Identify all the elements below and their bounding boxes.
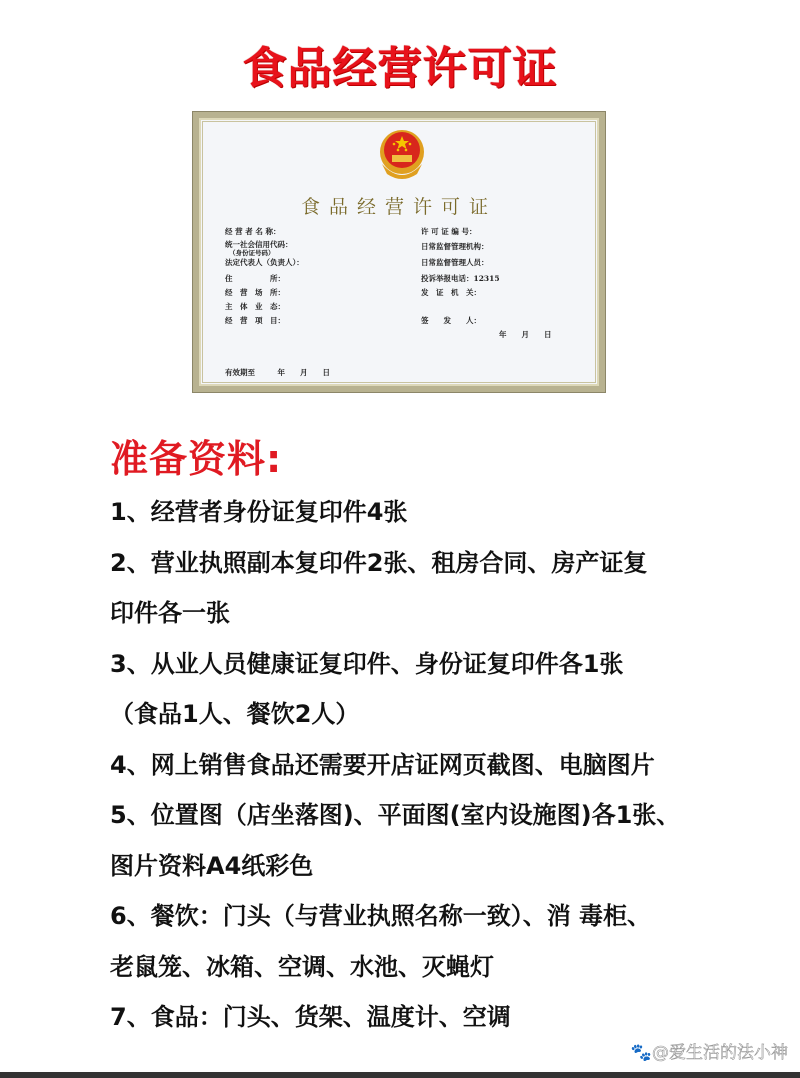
materials-list: [110, 487, 790, 1043]
field-label: 日常监督管理机构：: [421, 242, 489, 251]
list-item-text: 6、餐饮：门头（与营业执照名称一致）、消 毒柜、: [110, 902, 652, 930]
validity-date: 有效期至 年 月 日: [225, 368, 330, 377]
field-label: 主 体 业 态：: [225, 302, 285, 311]
list-item: [110, 639, 790, 740]
field-label: 日常监督管理人员：: [421, 258, 489, 267]
list-item: [110, 740, 790, 791]
field-label: 投诉举报电话：12315: [421, 274, 500, 283]
field-label: 经 营 者 名 称：: [225, 227, 281, 236]
list-item-text: 2、营业执照副本复印件2张、租房合同、房产证复: [110, 548, 648, 577]
issue-date: 年 月 日: [499, 330, 552, 339]
list-item: [110, 790, 790, 891]
bottom-bar: [0, 1072, 800, 1078]
list-item-text: 7、食品：门头、货架、温度计、空调: [110, 1003, 511, 1031]
list-item-text: 4、网上销售食品还需要开店证网页截图、电脑图片: [110, 750, 655, 779]
list-item-text: （食品1人、餐饮2人）: [110, 700, 360, 728]
watermark: [631, 1038, 788, 1063]
list-item-text: 1、经营者身份证复印件4张: [110, 498, 408, 526]
field-label: 发 证 机 关：: [421, 288, 481, 297]
list-item-text: 3、从业人员健康证复印件、身份证复印件各1张: [110, 649, 624, 678]
list-item: [110, 538, 790, 639]
certificate-title: 食品经营许可证: [300, 196, 497, 218]
license-certificate-image: [193, 112, 605, 392]
list-item-text: 印件各一张: [110, 599, 230, 627]
paw-logo-icon: 🐾: [630, 1043, 652, 1063]
field-label: 签 发 人：: [421, 316, 481, 325]
list-item: [110, 992, 790, 1043]
list-item-text: 图片资料A4纸彩色: [110, 851, 314, 880]
field-label: 法定代表人（负责人）：: [225, 258, 304, 267]
list-item-text: 老鼠笼、冰箱、空调、水池、灭蝇灯: [110, 952, 494, 981]
page-title: 食品经营许可证: [242, 43, 558, 94]
list-item: [110, 891, 790, 992]
list-item: [110, 487, 790, 538]
field-label: （身份证号码）: [229, 249, 275, 257]
field-label: 统一社会信用代码：: [225, 240, 293, 249]
field-label: 经 营 场 所：: [225, 288, 285, 297]
materials-heading: 准备资料:: [110, 437, 283, 481]
field-label: 住 所：: [225, 274, 285, 283]
national-emblem-icon: [377, 128, 427, 182]
field-label: 许 可 证 编 号：: [421, 227, 477, 236]
list-item-text: 5、位置图（店坐落图)、平面图(室内设施图)各1张、: [110, 801, 681, 829]
watermark-text: @爱生活的法小神: [652, 1043, 788, 1063]
field-label: 经 营 项 目：: [225, 316, 285, 325]
